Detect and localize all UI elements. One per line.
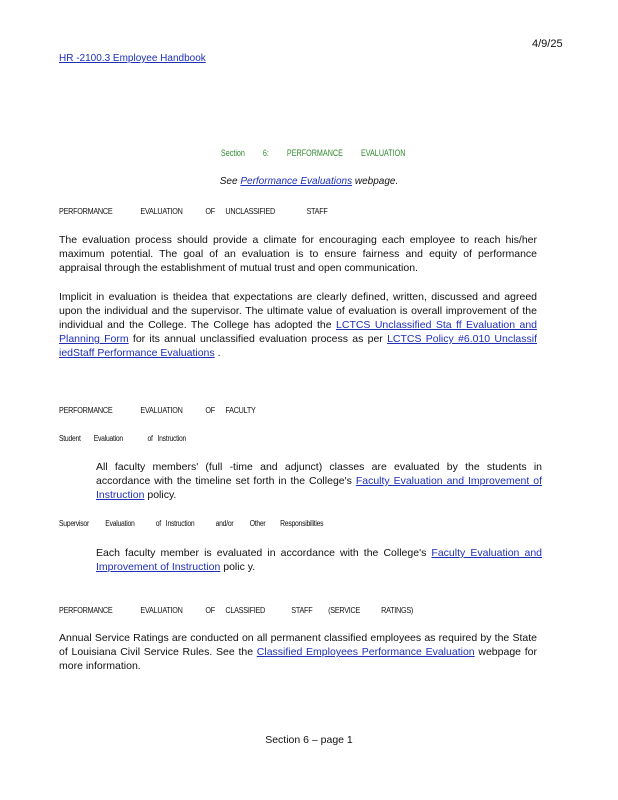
handbook-link[interactable]: HR -2100.3 Employee Handbook	[59, 53, 206, 64]
faculty-para-1-end: policy.	[144, 489, 177, 501]
unclassified-heading: PERFORMANCE EVALUATION OF UNCLASSIFIED STAFF	[59, 206, 328, 216]
faculty-para-1	[96, 460, 542, 502]
unclassified-para-1: The evaluation process should provide a climate for encouraging each employee to reach his/her maximum potential. The goal of an evaluation is to ensure fairness and equity of performance appraisal through the establishment of mutual trust and open communication.	[59, 234, 537, 274]
classified-performance-link[interactable]: Classified Employees Performance Evaluation	[256, 646, 475, 658]
page-date: 4/9/25	[532, 38, 563, 50]
supervisor-evaluation-subheading: Supervisor Evaluation of Instruction and/or Other Responsibilities	[59, 519, 324, 528]
page-footer: Section 6 – page 1	[265, 734, 353, 746]
faculty-evaluation-link-1[interactable]: Faculty Evaluation and Improvement of Instruction	[96, 475, 542, 501]
faculty-para-2-text: Each faculty member is evaluated in accordance with the College's	[96, 547, 432, 559]
lctcs-policy-link[interactable]: LCTCS Policy #6.010 Unclassif iedStaff Performance Evaluations	[59, 333, 537, 359]
lctcs-evaluation-form-link[interactable]: LCTCS Unclassified Sta ff Evaluation and Planning Form	[59, 319, 537, 345]
unclassified-para-2-mid: for its annual unclassified evaluation process as per	[128, 333, 388, 345]
performance-evaluations-link[interactable]: Performance Evaluations	[240, 176, 353, 187]
see-line	[0, 176, 618, 187]
unclassified-para-2	[59, 290, 537, 360]
faculty-heading: PERFORMANCE EVALUATION OF FACULTY	[59, 405, 256, 415]
see-prefix: See	[219, 176, 241, 187]
see-suffix: webpage.	[352, 176, 399, 187]
unclassified-para-2-end: .	[214, 347, 221, 359]
student-evaluation-subheading: Student Evaluation of Instruction	[59, 434, 187, 443]
unclassified-para-2-text: Implicit in evaluation is theidea that expectations are clearly defined, written, discussed and agreed upon the individual and the supervisor. The ultimate value of evaluation is overall improvement of the individual and the College. The College has adopted the	[59, 291, 537, 331]
classified-para-text: Annual Service Ratings are conducted on all permanent classified employees as required by the State of Louisiana Civil Service Rules. See the	[59, 632, 537, 658]
classified-para-end: webpage for more information.	[59, 646, 537, 672]
classified-para	[59, 631, 537, 673]
classified-heading: PERFORMANCE EVALUATION OF CLASSIFIED STAFF (SERVICE RATINGS)	[59, 605, 414, 615]
faculty-evaluation-link-2[interactable]: Faculty Evaluation and Improvement of Instruction	[96, 547, 543, 573]
faculty-para-2-end: polic y.	[220, 561, 256, 573]
faculty-para-1-text: All faculty members' (full -time and adjunct) classes are evaluated by the students in accordance with the timeline set forth in the College's	[96, 461, 542, 487]
faculty-para-2	[96, 546, 542, 574]
section-title: Section 6: PERFORMANCE EVALUATION	[220, 148, 406, 158]
